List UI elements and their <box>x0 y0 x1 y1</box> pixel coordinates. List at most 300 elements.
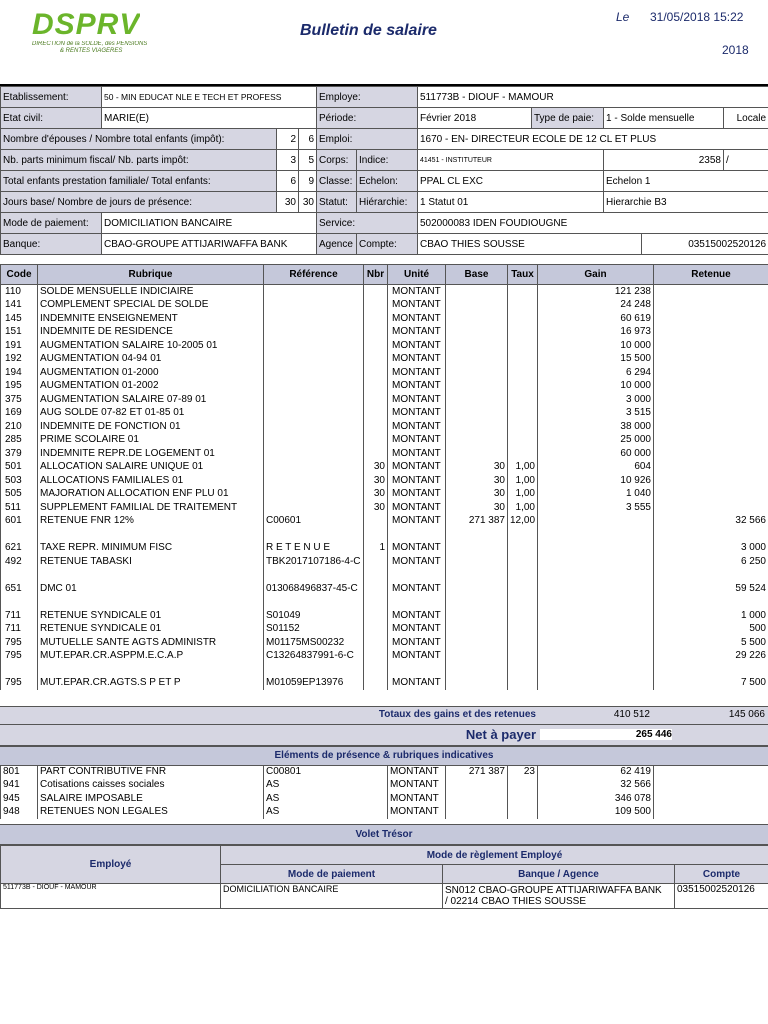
echelon-value: Echelon 1 <box>604 171 768 192</box>
cell-unite: MONTANT <box>388 609 446 623</box>
cell-rubrique <box>38 596 264 610</box>
table-row <box>1 285 768 299</box>
table-row <box>1 407 768 421</box>
presence-cell-empty <box>654 779 768 793</box>
cell-retenue <box>654 488 768 502</box>
cell-retenue: 6 250 <box>654 555 768 569</box>
epouses-label: Nombre d'épouses / Nombre total enfants (impôt): <box>1 129 277 150</box>
cell-unite: MONTANT <box>388 420 446 434</box>
cell-ref: C13264837991-6-C <box>264 650 364 664</box>
cell-rubrique <box>38 528 264 542</box>
cell-taux <box>508 393 538 407</box>
cell-unite <box>388 569 446 583</box>
cell-unite: MONTANT <box>388 366 446 380</box>
table-row <box>1 596 768 610</box>
jours-base-value: 30 <box>277 192 299 213</box>
cell-nbr <box>364 326 388 340</box>
presence-cell-unite: MONTANT <box>388 779 446 793</box>
cell-gain <box>538 542 654 556</box>
cell-retenue: 3 000 <box>654 542 768 556</box>
cell-rubrique: ALLOCATION SALAIRE UNIQUE 01 <box>38 461 264 475</box>
col-base: Base <box>446 265 508 285</box>
cell-taux <box>508 542 538 556</box>
cell-taux <box>508 326 538 340</box>
presence-cell-code: 801 <box>1 765 38 779</box>
periode-value: Février 2018 <box>418 108 532 129</box>
cell-gain: 15 500 <box>538 353 654 367</box>
prestation-label: Total enfants prestation familiale/ Total enfants: <box>1 171 277 192</box>
presence-cell-gain: 32 566 <box>538 779 654 793</box>
cell-code: 285 <box>1 434 38 448</box>
cell-code: 621 <box>1 542 38 556</box>
presence-cell-unite: MONTANT <box>388 765 446 779</box>
cell-rubrique: RETENUE SYNDICALE 01 <box>38 609 264 623</box>
cell-unite <box>388 596 446 610</box>
cell-gain: 60 619 <box>538 312 654 326</box>
cell-nbr <box>364 420 388 434</box>
cell-nbr <box>364 596 388 610</box>
cell-base <box>446 407 508 421</box>
cell-code: 501 <box>1 461 38 475</box>
cell-taux: 1,00 <box>508 461 538 475</box>
cell-rubrique: INDEMNITE ENSEIGNEMENT <box>38 312 264 326</box>
cell-base: 271 387 <box>446 515 508 529</box>
cell-retenue <box>654 285 768 299</box>
cell-taux: 1,00 <box>508 474 538 488</box>
presence-cell-empty <box>654 765 768 779</box>
presence-cell-gain: 346 078 <box>538 792 654 806</box>
cell-code: 210 <box>1 420 38 434</box>
cell-base <box>446 299 508 313</box>
cell-unite: MONTANT <box>388 285 446 299</box>
table-row <box>1 447 768 461</box>
cell-taux <box>508 366 538 380</box>
cell-base <box>446 353 508 367</box>
cell-rubrique: INDEMNITE DE RESIDENCE <box>38 326 264 340</box>
cell-ref <box>264 663 364 677</box>
cell-code: 492 <box>1 555 38 569</box>
presence-title: Eléments de présence & rubriques indicatives <box>0 746 768 766</box>
presence-cell-gain: 62 419 <box>538 765 654 779</box>
cell-base: 30 <box>446 474 508 488</box>
table-row <box>1 393 768 407</box>
epouses-value: 2 <box>277 129 299 150</box>
cell-ref <box>264 366 364 380</box>
cell-ref <box>264 299 364 313</box>
table-row <box>1 636 768 650</box>
cell-code: 169 <box>1 407 38 421</box>
cell-unite: MONTANT <box>388 515 446 529</box>
cell-unite: MONTANT <box>388 353 446 367</box>
cell-base <box>446 623 508 637</box>
col-gain: Gain <box>538 265 654 285</box>
tresor-title: Volet Trésor <box>0 824 768 845</box>
cell-ref: S01152 <box>264 623 364 637</box>
statut-label: Statut: <box>317 192 357 213</box>
cell-gain: 60 000 <box>538 447 654 461</box>
cell-rubrique: RETENUE TABASKI <box>38 555 264 569</box>
cell-code <box>1 663 38 677</box>
cell-unite: MONTANT <box>388 312 446 326</box>
table-row <box>1 663 768 677</box>
typepaie-value: 1 - Solde mensuelle <box>604 108 724 129</box>
cell-taux <box>508 380 538 394</box>
cell-rubrique <box>38 569 264 583</box>
cell-ref <box>264 596 364 610</box>
cell-gain: 38 000 <box>538 420 654 434</box>
date-label: Le <box>616 10 630 24</box>
presence-cell-empty <box>654 806 768 820</box>
cell-gain: 10 926 <box>538 474 654 488</box>
cell-gain: 10 000 <box>538 339 654 353</box>
cell-code: 191 <box>1 339 38 353</box>
cell-unite: MONTANT <box>388 299 446 313</box>
cell-code: 511 <box>1 501 38 515</box>
typepaie-label: Type de paie: <box>532 108 604 129</box>
payroll-lines-table <box>0 264 768 690</box>
cell-code: 141 <box>1 299 38 313</box>
cell-nbr: 30 <box>364 474 388 488</box>
corps-label: Corps: <box>317 150 357 171</box>
cell-taux <box>508 596 538 610</box>
echelon-label: Echelon: <box>357 171 418 192</box>
cell-gain: 10 000 <box>538 380 654 394</box>
cell-taux <box>508 447 538 461</box>
col-taux: Taux <box>508 265 538 285</box>
cell-retenue <box>654 299 768 313</box>
cell-base: 30 <box>446 501 508 515</box>
cell-taux <box>508 555 538 569</box>
totals-gain: 410 512 <box>613 709 650 720</box>
cell-code: 795 <box>1 636 38 650</box>
prestation-enfants-value: 6 <box>277 171 299 192</box>
presence-cell-code: 945 <box>1 792 38 806</box>
table-row <box>1 353 768 367</box>
cell-code <box>1 569 38 583</box>
cell-base <box>446 326 508 340</box>
etatcivil-label: Etat civil: <box>1 108 102 129</box>
cell-code: 145 <box>1 312 38 326</box>
cell-taux <box>508 677 538 691</box>
cell-nbr <box>364 299 388 313</box>
presence-cell-unite: MONTANT <box>388 792 446 806</box>
cell-nbr <box>364 434 388 448</box>
presence-row <box>1 779 768 793</box>
cell-nbr <box>364 285 388 299</box>
jours-presence-value: 30 <box>299 192 317 213</box>
table-row <box>1 434 768 448</box>
logo-subtitle <box>32 41 147 55</box>
table-row <box>1 677 768 691</box>
presence-cell-rubrique: Cotisations caisses sociales <box>38 779 264 793</box>
classe-label: Classe: <box>317 171 357 192</box>
cell-code <box>1 528 38 542</box>
cell-base <box>446 528 508 542</box>
cell-rubrique: MUT.EPAR.CR.AGTS.S P ET P <box>38 677 264 691</box>
table-row <box>1 609 768 623</box>
net-row <box>0 724 768 746</box>
cell-retenue <box>654 528 768 542</box>
cell-rubrique: INDEMNITE DE FONCTION 01 <box>38 420 264 434</box>
table-row <box>1 299 768 313</box>
cell-ref: TBK2017107186-4-C <box>264 555 364 569</box>
cell-retenue <box>654 663 768 677</box>
presence-body <box>1 765 768 819</box>
cell-gain: 121 238 <box>538 285 654 299</box>
cell-ref <box>264 339 364 353</box>
cell-unite: MONTANT <box>388 677 446 691</box>
cell-taux <box>508 434 538 448</box>
cell-unite: MONTANT <box>388 434 446 448</box>
mode-paiement-label: Mode de paiement: <box>1 213 102 234</box>
col-reference: Référence <box>264 265 364 285</box>
logo: DSPRV <box>32 8 141 41</box>
presence-cell-ref: AS <box>264 792 388 806</box>
cell-ref: M01175MS00232 <box>264 636 364 650</box>
logo-subtitle-line2: & RENTES VIAGERES <box>60 48 123 54</box>
cell-code: 505 <box>1 488 38 502</box>
cell-ref <box>264 380 364 394</box>
cell-taux <box>508 569 538 583</box>
cell-gain: 3 515 <box>538 407 654 421</box>
cell-taux <box>508 623 538 637</box>
cell-gain <box>538 596 654 610</box>
cell-nbr <box>364 555 388 569</box>
cell-nbr <box>364 312 388 326</box>
cell-taux <box>508 339 538 353</box>
cell-ref: S01049 <box>264 609 364 623</box>
col-unite: Unité <box>388 265 446 285</box>
cell-code: 711 <box>1 623 38 637</box>
cell-rubrique: INDEMNITE REPR.DE LOGEMENT 01 <box>38 447 264 461</box>
presence-cell-base: 271 387 <box>446 765 508 779</box>
cell-nbr <box>364 380 388 394</box>
cell-retenue <box>654 501 768 515</box>
tresor-mode-value: DOMICILIATION BANCAIRE <box>221 884 443 909</box>
cell-nbr <box>364 339 388 353</box>
table-header <box>1 265 768 285</box>
cell-nbr <box>364 582 388 596</box>
cell-base <box>446 366 508 380</box>
agence-value: CBAO THIES SOUSSE <box>418 234 642 255</box>
compte-label: Compte: <box>357 234 418 255</box>
cell-nbr: 30 <box>364 501 388 515</box>
cell-code: 503 <box>1 474 38 488</box>
presence-cell-base <box>446 806 508 820</box>
cell-unite: MONTANT <box>388 339 446 353</box>
etab-label: Etablissement: <box>1 87 102 108</box>
presence-cell-taux: 23 <box>508 765 538 779</box>
cell-retenue: 5 500 <box>654 636 768 650</box>
cell-ref: R E T E N U E <box>264 542 364 556</box>
cell-retenue <box>654 474 768 488</box>
tresor-employe-label: Employé <box>1 846 221 884</box>
cell-unite: MONTANT <box>388 326 446 340</box>
totals-label: Totaux des gains et des retenues <box>378 709 536 720</box>
periode-label: Période: <box>317 108 418 129</box>
cell-nbr <box>364 650 388 664</box>
cell-rubrique <box>38 663 264 677</box>
cell-gain <box>538 623 654 637</box>
cell-base <box>446 609 508 623</box>
cell-ref <box>264 407 364 421</box>
cell-rubrique: PRIME SCOLAIRE 01 <box>38 434 264 448</box>
cell-code: 375 <box>1 393 38 407</box>
cell-ref <box>264 474 364 488</box>
cell-code: 151 <box>1 326 38 340</box>
cell-base <box>446 677 508 691</box>
cell-unite: MONTANT <box>388 447 446 461</box>
cell-retenue: 32 566 <box>654 515 768 529</box>
tresor-banque-label: Banque / Agence <box>443 865 675 884</box>
presence-cell-gain: 109 500 <box>538 806 654 820</box>
service-label: Service: <box>317 213 418 234</box>
cell-taux <box>508 420 538 434</box>
banque-value: CBAO-GROUPE ATTIJARIWAFFA BANK <box>102 234 317 255</box>
cell-rubrique: DMC 01 <box>38 582 264 596</box>
cell-nbr <box>364 528 388 542</box>
cell-ref <box>264 461 364 475</box>
cell-unite: MONTANT <box>388 650 446 664</box>
parts-label: Nb. parts minimum fiscal/ Nb. parts impôt: <box>1 150 277 171</box>
cell-rubrique: AUGMENTATION 01-2000 <box>38 366 264 380</box>
presence-row <box>1 806 768 820</box>
presence-cell-taux <box>508 779 538 793</box>
date-value: 31/05/2018 15:22 <box>650 10 744 24</box>
cell-taux <box>508 663 538 677</box>
presence-cell-ref: AS <box>264 779 388 793</box>
tresor-table <box>0 845 768 909</box>
cell-gain: 6 294 <box>538 366 654 380</box>
cell-taux <box>508 299 538 313</box>
etatcivil-value: MARIE(E) <box>102 108 317 129</box>
employee-info-table <box>0 86 768 255</box>
cell-taux <box>508 407 538 421</box>
cell-taux <box>508 650 538 664</box>
cell-unite: MONTANT <box>388 380 446 394</box>
cell-ref <box>264 326 364 340</box>
presence-cell-empty <box>654 792 768 806</box>
cell-ref <box>264 393 364 407</box>
cell-rubrique: MUTUELLE SANTE AGTS ADMINISTR <box>38 636 264 650</box>
table-row <box>1 623 768 637</box>
cell-unite: MONTANT <box>388 407 446 421</box>
cell-code: 795 <box>1 650 38 664</box>
cell-ref: M01059EP13976 <box>264 677 364 691</box>
cell-unite: MONTANT <box>388 636 446 650</box>
cell-nbr <box>364 353 388 367</box>
cell-ref <box>264 312 364 326</box>
employe-value: 511773B - DIOUF - MAMOUR <box>418 87 768 108</box>
cell-base <box>446 650 508 664</box>
net-value: 265 446 <box>540 729 672 740</box>
cell-nbr <box>364 609 388 623</box>
cell-base <box>446 420 508 434</box>
cell-ref <box>264 285 364 299</box>
cell-gain: 25 000 <box>538 434 654 448</box>
table-row <box>1 488 768 502</box>
cell-taux: 12,00 <box>508 515 538 529</box>
cell-code: 795 <box>1 677 38 691</box>
cell-ref <box>264 434 364 448</box>
cell-retenue <box>654 380 768 394</box>
cell-nbr <box>364 677 388 691</box>
cell-gain <box>538 677 654 691</box>
cell-ref: C00601 <box>264 515 364 529</box>
presence-cell-taux <box>508 792 538 806</box>
cell-retenue <box>654 366 768 380</box>
cell-code: 711 <box>1 609 38 623</box>
cell-code: 601 <box>1 515 38 529</box>
total-enfants-value: 9 <box>299 171 317 192</box>
cell-rubrique: SOLDE MENSUELLE INDICIAIRE <box>38 285 264 299</box>
cell-gain <box>538 555 654 569</box>
table-row <box>1 366 768 380</box>
cell-retenue <box>654 407 768 421</box>
cell-unite: MONTANT <box>388 582 446 596</box>
cell-rubrique: MAJORATION ALLOCATION ENF PLU 01 <box>38 488 264 502</box>
cell-gain: 1 040 <box>538 488 654 502</box>
cell-nbr <box>364 447 388 461</box>
table-row <box>1 474 768 488</box>
table-row <box>1 569 768 583</box>
cell-base <box>446 555 508 569</box>
totals-row <box>0 706 768 725</box>
presence-cell-base <box>446 792 508 806</box>
employe-label: Employe: <box>317 87 418 108</box>
presence-cell-ref: C00801 <box>264 765 388 779</box>
cell-retenue <box>654 434 768 448</box>
cell-gain <box>538 528 654 542</box>
etab-value: 50 - MIN EDUCAT NLE E TECH ET PROFESS <box>102 87 317 108</box>
cell-rubrique: SUPPLEMENT FAMILIAL DE TRAITEMENT <box>38 501 264 515</box>
cell-taux <box>508 285 538 299</box>
presence-cell-rubrique: SALAIRE IMPOSABLE <box>38 792 264 806</box>
cell-unite <box>388 663 446 677</box>
parts-min-value: 3 <box>277 150 299 171</box>
cell-code <box>1 596 38 610</box>
cell-code: 195 <box>1 380 38 394</box>
cell-gain: 3 000 <box>538 393 654 407</box>
cell-base <box>446 447 508 461</box>
presence-cell-taux <box>508 806 538 820</box>
agence-label: Agence <box>317 234 357 255</box>
presence-row <box>1 765 768 779</box>
tresor-banque-line2: / 02214 CBAO THIES SOUSSE <box>445 896 586 907</box>
cell-base <box>446 285 508 299</box>
cell-nbr <box>364 515 388 529</box>
cell-nbr <box>364 569 388 583</box>
cell-retenue: 7 500 <box>654 677 768 691</box>
cell-gain: 24 248 <box>538 299 654 313</box>
cell-unite: MONTANT <box>388 623 446 637</box>
cell-nbr <box>364 623 388 637</box>
cell-base <box>446 569 508 583</box>
mode-paiement-value: DOMICILIATION BANCAIRE <box>102 213 317 234</box>
cell-base <box>446 339 508 353</box>
table-row <box>1 312 768 326</box>
cell-rubrique: TAXE REPR. MINIMUM FISC <box>38 542 264 556</box>
cell-nbr <box>364 663 388 677</box>
table-row <box>1 501 768 515</box>
cell-nbr <box>364 393 388 407</box>
cell-nbr: 30 <box>364 461 388 475</box>
table-row <box>1 528 768 542</box>
cell-unite: MONTANT <box>388 474 446 488</box>
table-row <box>1 326 768 340</box>
cell-nbr <box>364 366 388 380</box>
cell-ref <box>264 528 364 542</box>
